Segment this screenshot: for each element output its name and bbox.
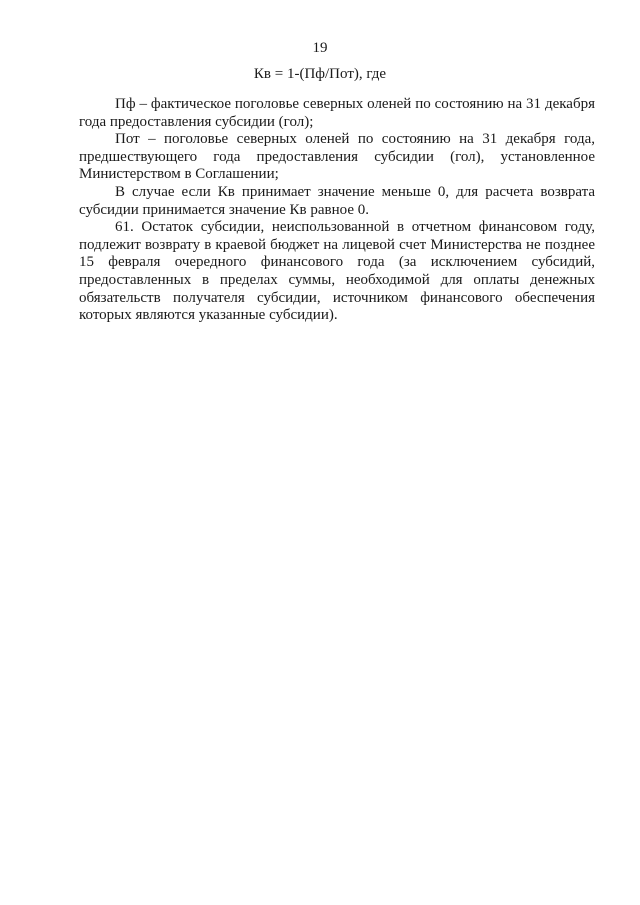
paragraph-pf-definition: Пф – фактическое поголовье северных оленей по состоянию на 31 декабря года предоставления субсидии (гол); xyxy=(79,96,595,130)
paragraph-kv-condition: В случае если Кв принимает значение меньше 0, для расчета возврата субсидии принимается значение Кв равное 0. xyxy=(79,183,595,218)
paragraph-pot-definition: Пот – поголовье северных оленей по состоянию на 31 декабря года, предшествующего года предоставления субсидии (гол), установленное Министерством в Соглашении; xyxy=(79,131,595,183)
document-body xyxy=(79,96,595,325)
formula-line: Кв = 1-(Пф/Пот), где xyxy=(253,66,387,82)
page-number: 19 xyxy=(312,40,328,56)
paragraph-item-61: 61. Остаток субсидии, неиспользованной в отчетном финансовом году, подлежит возврату в краевой бюджет на лицевой счет Министерства не позднее 15 февраля очередного финансового года (за исключением субсидий, предоставленных в пределах суммы, необходимой для оплаты денежных обязательств получателя субсидии, источником финансового обеспечения которых являются указанные субсидии). xyxy=(79,219,595,324)
